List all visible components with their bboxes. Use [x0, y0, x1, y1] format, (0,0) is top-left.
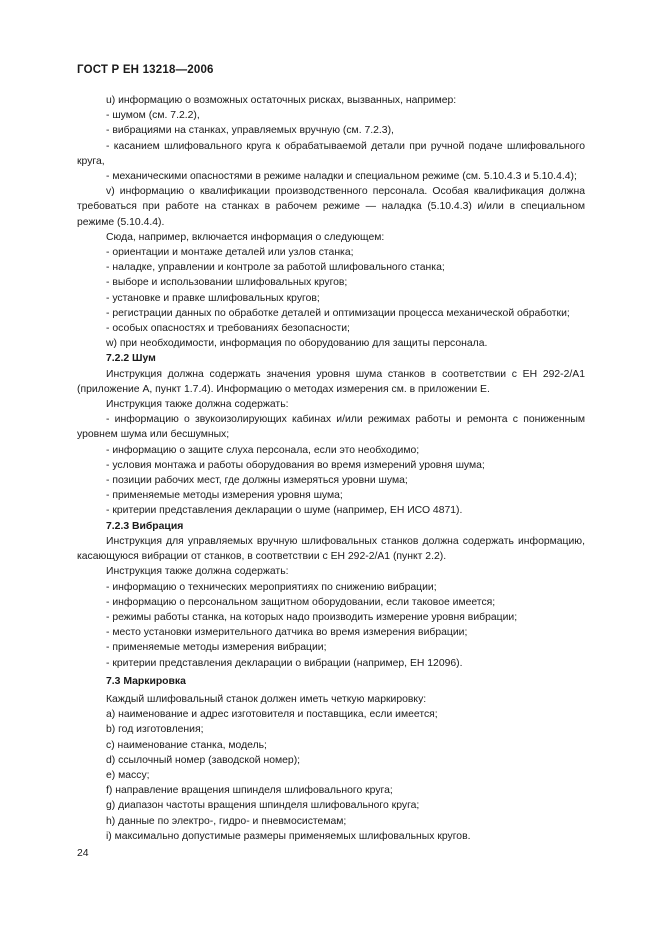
paragraph: Инструкция для управляемых вручную шлифовальных станков должна содержать информацию, касающуюся вибрации от станков, в соответствии с ЕН 292-2/А1 (пункт 2.2).: [77, 535, 585, 563]
paragraph: e) массу;: [106, 769, 150, 781]
paragraph: Инструкция также должна содержать:: [106, 399, 289, 411]
paragraph: - информацию о звукоизолирующих кабинах и/или режимах работы и ремонта с пониженным уровнем шума или бесшумных;: [77, 414, 585, 441]
paragraph: - вибрациями на станках, управляемых вручную (см. 7.2.3),: [106, 125, 394, 137]
paragraph: - информацию о технических мероприятиях по снижению вибрации;: [106, 581, 437, 593]
paragraph: - ориентации и монтаже деталей или узлов станка;: [106, 247, 354, 259]
paragraph: - информацию о персональном защитном оборудовании, если таковое имеется;: [106, 596, 496, 608]
paragraph: - выборе и использовании шлифовальных кругов;: [106, 277, 348, 289]
paragraph: - режимы работы станка, на которых надо производить измерение уровня вибрации;: [106, 611, 518, 623]
paragraph: c) наименование станка, модель;: [106, 739, 267, 751]
section-heading: 7.3 Маркировка: [106, 675, 186, 687]
paragraph: Инструкция должна содержать значения уровня шума станков в соответствии с ЕН 292-2/А1 (приложение А, пункт 1.7.4). Информацию о методах измерения см. в приложении Е.: [77, 368, 585, 395]
section-heading: 7.2.2 Шум: [106, 353, 156, 365]
paragraph: - условия монтажа и работы оборудования во время измерений уровня шума;: [106, 459, 485, 471]
paragraph: - установке и правке шлифовальных кругов;: [106, 292, 320, 304]
paragraph: a) наименование и адрес изготовителя и поставщика, если имеется;: [106, 709, 438, 721]
paragraph: - особых опасностях и требованиях безопасности;: [106, 323, 350, 335]
paragraph: - наладке, управлении и контроле за работой шлифовального станка;: [106, 262, 445, 274]
paragraph: - касанием шлифовального круга к обрабатываемой детали при ручной подаче шлифовального круга,: [77, 140, 585, 167]
paragraph: - позиции рабочих мест, где должны измеряться уровни шума;: [106, 475, 408, 487]
paragraph: g) диапазон частоты вращения шпинделя шлифовального круга;: [106, 800, 420, 812]
paragraph: - механическими опасностями в режиме наладки и специальном режиме (см. 5.10.4.3 и 5.10.4.4);: [106, 171, 577, 183]
paragraph: - применяемые методы измерения уровня шума;: [106, 490, 343, 502]
paragraph: v) информацию о квалификации производственного персонала. Особая квалификация должна требоваться при работе на станках в рабочем режиме — наладка (5.10.4.3) и/или в специальном режиме (5.10.4.4).: [77, 186, 585, 228]
paragraph: b) год изготовления;: [106, 724, 204, 736]
paragraph: - шумом (см. 7.2.2),: [106, 110, 200, 122]
paragraph: d) ссылочный номер (заводской номер);: [106, 754, 301, 766]
document-header: ГОСТ Р ЕН 13218—2006: [77, 64, 214, 76]
paragraph: - применяемые методы измерения вибрации;: [106, 642, 327, 654]
paragraph: f) направление вращения шпинделя шлифовального круга;: [106, 785, 393, 797]
paragraph: - критерии представления декларации о вибрации (например, ЕН 12096).: [106, 657, 463, 669]
paragraph: w) при необходимости, информация по оборудованию для защиты персонала.: [106, 338, 488, 350]
paragraph: Каждый шлифовальный станок должен иметь четкую маркировку:: [106, 693, 427, 705]
document-body: [77, 93, 585, 844]
paragraph: - место установки измерительного датчика во время измерения вибрации;: [106, 627, 468, 639]
paragraph: h) данные по электро-, гидро- и пневмосистемам;: [106, 815, 347, 827]
section-heading: 7.2.3 Вибрация: [106, 520, 184, 532]
paragraph: i) максимально допустимые размеры применяемых шлифовальных кругов.: [106, 830, 471, 842]
paragraph: - информацию о защите слуха персонала, если это необходимо;: [106, 444, 420, 456]
paragraph: Сюда, например, включается информация о следующем:: [106, 231, 385, 243]
paragraph: - критерии представления декларации о шуме (например, ЕН ИСО 4871).: [106, 505, 463, 517]
paragraph: Инструкция также должна содержать:: [106, 566, 289, 578]
paragraph: - регистрации данных по обработке деталей и оптимизации процесса механической обработки;: [106, 307, 570, 319]
page-number: 24: [77, 848, 89, 859]
paragraph: u) информацию о возможных остаточных рисках, вызванных, например:: [106, 95, 457, 106]
